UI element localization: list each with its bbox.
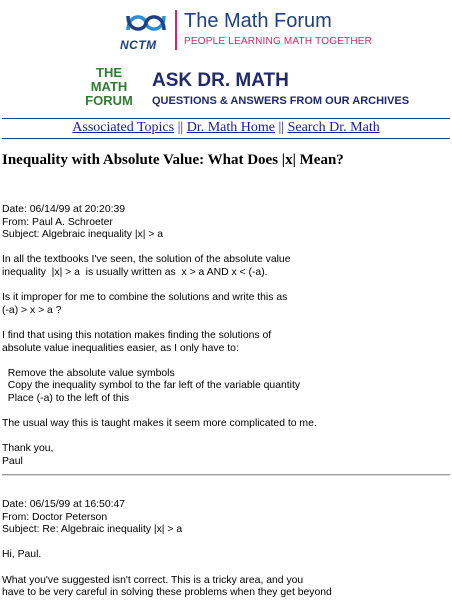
body-line: Is it improper for me to combine the solutions and write this as xyxy=(2,292,288,304)
dr-math-home-link[interactable]: Dr. Math Home xyxy=(186,120,275,135)
body-line: In all the textbooks I've seen, the solution of the absolute value xyxy=(2,254,291,266)
body-line xyxy=(2,280,442,293)
forum-title: The Math Forum xyxy=(184,10,332,32)
body-line: Remove the absolute value symbols xyxy=(2,367,175,379)
ask-dr-math-subtitle: QUESTIONS & ANSWERS FROM OUR ARCHIVES xyxy=(152,95,410,107)
logo-line: FORUM xyxy=(85,93,133,108)
logo-divider xyxy=(175,10,177,50)
logo-line: THE xyxy=(96,65,122,80)
body-line: (-a) > x > a ? xyxy=(2,304,62,316)
body-line: absolute value inequalities easier, as I only have to: xyxy=(2,342,239,354)
math-forum-small-logo xyxy=(78,66,140,108)
body-line xyxy=(2,431,442,444)
page-title: Inequality with Absolute Value: What Does |x| Mean? xyxy=(2,152,344,168)
question-message xyxy=(2,204,442,468)
body-line xyxy=(2,355,442,368)
body-line: I find that using this notation makes finding the solutions of xyxy=(2,329,272,341)
ask-dr-math-title: ASK DR. MATH xyxy=(152,70,289,91)
nav-separator: || xyxy=(274,120,288,135)
forum-tagline: PEOPLE LEARNING MATH TOGETHER xyxy=(184,36,373,47)
answer-message xyxy=(2,499,442,600)
nav-top-rule xyxy=(2,118,450,119)
body-line xyxy=(2,317,442,330)
message-date: Date: 06/15/99 at 16:50:47 xyxy=(2,499,126,510)
message-date: Date: 06/14/99 at 20:20:39 xyxy=(2,204,126,215)
nav-bottom-rule xyxy=(2,138,450,139)
nctm-label: NCTM xyxy=(120,38,157,52)
body-line: have to be very careful in solving these problems when they get beyond xyxy=(2,587,332,599)
blank-line xyxy=(2,537,442,550)
nctm-logo-icon xyxy=(122,8,170,38)
message-from: From: Paul A. Schroeter xyxy=(2,216,113,228)
body-line: inequality |x| > a is usually written as x > a AND x < (-a). xyxy=(2,266,268,278)
message-subject: Subject: Algebraic inequality |x| > a xyxy=(2,229,164,241)
associated-topics-link[interactable]: Associated Topics xyxy=(72,120,175,135)
ask-dr-math-banner[interactable] xyxy=(78,66,438,114)
message-subject: Subject: Re: Algebraic inequality |x| > a xyxy=(2,524,183,536)
body-line: Copy the inequality symbol to the far left of the variable quantity xyxy=(2,380,301,392)
body-line: The usual way this is taught makes it seem more complicated to me. xyxy=(2,418,317,430)
message-from: From: Doctor Peterson xyxy=(2,511,108,523)
nav-separator: || xyxy=(174,120,187,135)
body-line: What you've suggested isn't correct. This is a tricky area, and you xyxy=(2,574,304,586)
search-dr-math-link[interactable]: Search Dr. Math xyxy=(287,120,380,135)
body-line xyxy=(2,406,442,419)
message-divider xyxy=(2,474,450,476)
body-line: Hi, Paul. xyxy=(2,549,42,561)
body-line xyxy=(2,562,442,575)
body-line: Place (-a) to the left of this xyxy=(2,392,130,404)
blank-line xyxy=(2,242,442,255)
body-line: Paul xyxy=(2,455,23,467)
body-line: Thank you, xyxy=(2,443,54,455)
logo-line: MATH xyxy=(90,79,128,94)
math-forum-logo[interactable] xyxy=(120,8,420,52)
nav-bar xyxy=(0,120,452,136)
